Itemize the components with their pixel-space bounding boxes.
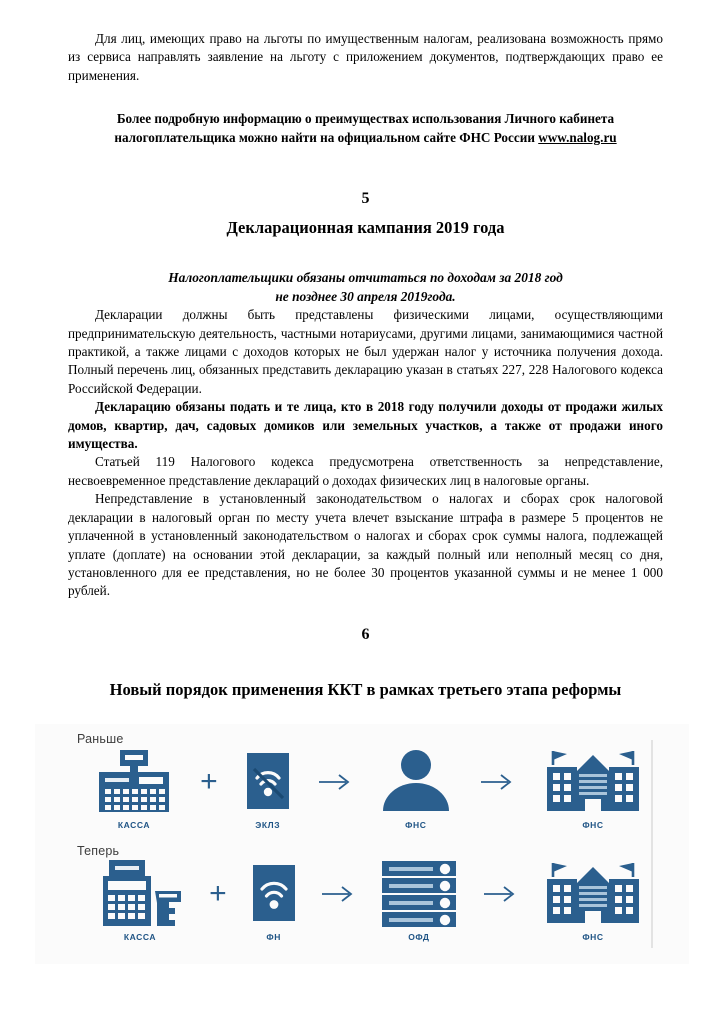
- section-5-paragraph-3: Статьей 119 Налогового кодекса предусмотрена ответственность за непредставление, несвоевременное представление деклараций о доходах физических лиц в налоговые органы.: [68, 454, 663, 488]
- callout-block: [68, 109, 663, 147]
- node-cash-register: [95, 746, 173, 830]
- section-5-title: Декларационная кампания 2019 года: [226, 218, 505, 238]
- connector-plus: [200, 746, 218, 818]
- plus-icon: +: [200, 765, 218, 798]
- callout-line-1: Более подробную информацию о преимуществах использования Личного кабинета: [116, 111, 615, 127]
- spacer: [68, 85, 663, 109]
- arrow-right-icon: [318, 772, 352, 792]
- node-ofd-server: [379, 858, 459, 942]
- connector-arrow: [321, 858, 355, 930]
- node-label: КАССА: [123, 932, 157, 942]
- connector-arrow: [480, 746, 514, 818]
- pos-terminal-scanner-icon: [95, 858, 185, 930]
- section-6-title: Новый порядок применения ККТ в рамках третьего этапа реформы: [109, 679, 622, 699]
- section-5-paragraph-2: Декларацию обязаны подать и те лица, кто в 2018 году получили доходы от продажи жилых домов, квартир, дач, садовых домиков или земельных участков, а также от продажи иного имущества.: [68, 399, 663, 452]
- government-building-icon: [541, 746, 645, 818]
- section-5-paragraph-4: Непредставление в установленный законодательством о налогах и сборах срок налоговой декларации в налоговый орган по месту учета влечет взыскание штрафа в размере 5 процентов не уплаченной в установленный законодательством о налогах и сборах срок суммы налога, подлежащей уплате (доплате) на основании этой декларации, за каждый полный или неполный месяц со дня, установленного для ее представления, но не более 30 процентов указанной суммы и не менее 1 000 рублей.: [68, 491, 663, 599]
- spacer: [68, 645, 663, 679]
- spacer: [68, 601, 663, 625]
- node-label: ЭКЛЗ: [255, 820, 281, 830]
- node-fns-building: [541, 746, 645, 830]
- arrow-right-icon: [321, 884, 355, 904]
- pos-terminal-scanner-icon-svg: [95, 858, 185, 930]
- person-icon-svg: [379, 749, 453, 815]
- wifi-disabled-icon: [245, 746, 291, 818]
- flow-now: [95, 858, 645, 952]
- government-building-icon-svg: [541, 859, 645, 929]
- server-rack-icon-svg: [379, 859, 459, 929]
- spacer: [68, 209, 663, 217]
- node-label: ФНС: [582, 820, 604, 830]
- flow-before: [95, 746, 645, 840]
- node-label: КАССА: [117, 820, 151, 830]
- infographic-row-now: [35, 842, 653, 952]
- section-5-lead-line-1: Налогоплательщики обязаны отчитаться по доходам за 2018 год: [168, 270, 563, 286]
- kkt-reform-infographic: [35, 724, 689, 964]
- spacer: [68, 147, 663, 189]
- section-5-lead-line-2: не позднее 30 апреля 2019года.: [275, 288, 456, 304]
- node-pos-terminal: [95, 858, 185, 942]
- node-fn: [251, 858, 297, 942]
- section-5-number: 5: [361, 190, 370, 208]
- cash-register-icon-svg: [95, 748, 173, 816]
- nalog-site-link[interactable]: www.nalog.ru: [538, 130, 617, 146]
- node-eklz: [245, 746, 291, 830]
- node-label: ОФД: [408, 932, 430, 942]
- server-rack-icon: [379, 858, 459, 930]
- node-label: ФНС: [405, 820, 427, 830]
- cash-register-icon: [95, 746, 173, 818]
- connector-arrow: [483, 858, 517, 930]
- connector-arrow: [318, 746, 352, 818]
- section-6-number: 6: [361, 625, 370, 643]
- infographic-row-before: [35, 730, 653, 840]
- node-fns-building: [541, 858, 645, 942]
- callout-line-2: [68, 128, 663, 147]
- arrow-right-icon: [480, 772, 514, 792]
- connector-plus: [209, 858, 227, 930]
- node-person: [379, 746, 453, 830]
- node-label: ФНС: [582, 932, 604, 942]
- wifi-icon-svg: [251, 863, 297, 925]
- row-label-now: Теперь: [77, 844, 120, 858]
- callout-line-2-text: налогоплательщика можно найти на официальном сайте ФНС России: [114, 130, 539, 146]
- government-building-icon-svg: [541, 747, 645, 817]
- intro-paragraph: Для лиц, имеющих право на льготы по имущественным налогам, реализована возможность прямо из сервиса направлять заявление на льготу с приложением документов, подтверждающих право ее применения.: [68, 31, 663, 83]
- arrow-right-icon: [483, 884, 517, 904]
- section-5-paragraph-1: Декларации должны быть представлены физическими лицами, осуществляющими предпринимательскую деятельность, частными нотариусами, другими лицами, занимающимися частной практикой, а также лицами с доходов которых не был удержан налог у источника получения дохода. Полный перечень лиц, обязанных представить декларацию указан в статьях 227, 228 Налогового кодекса Российской Федерации.: [68, 307, 663, 396]
- wifi-disabled-icon-svg: [245, 751, 291, 813]
- government-building-icon: [541, 858, 645, 930]
- wifi-icon: [251, 858, 297, 930]
- node-label: ФН: [266, 932, 281, 942]
- row-label-before: Раньше: [77, 732, 124, 746]
- plus-icon: +: [209, 877, 227, 910]
- spacer: [68, 239, 663, 269]
- person-icon: [379, 746, 453, 818]
